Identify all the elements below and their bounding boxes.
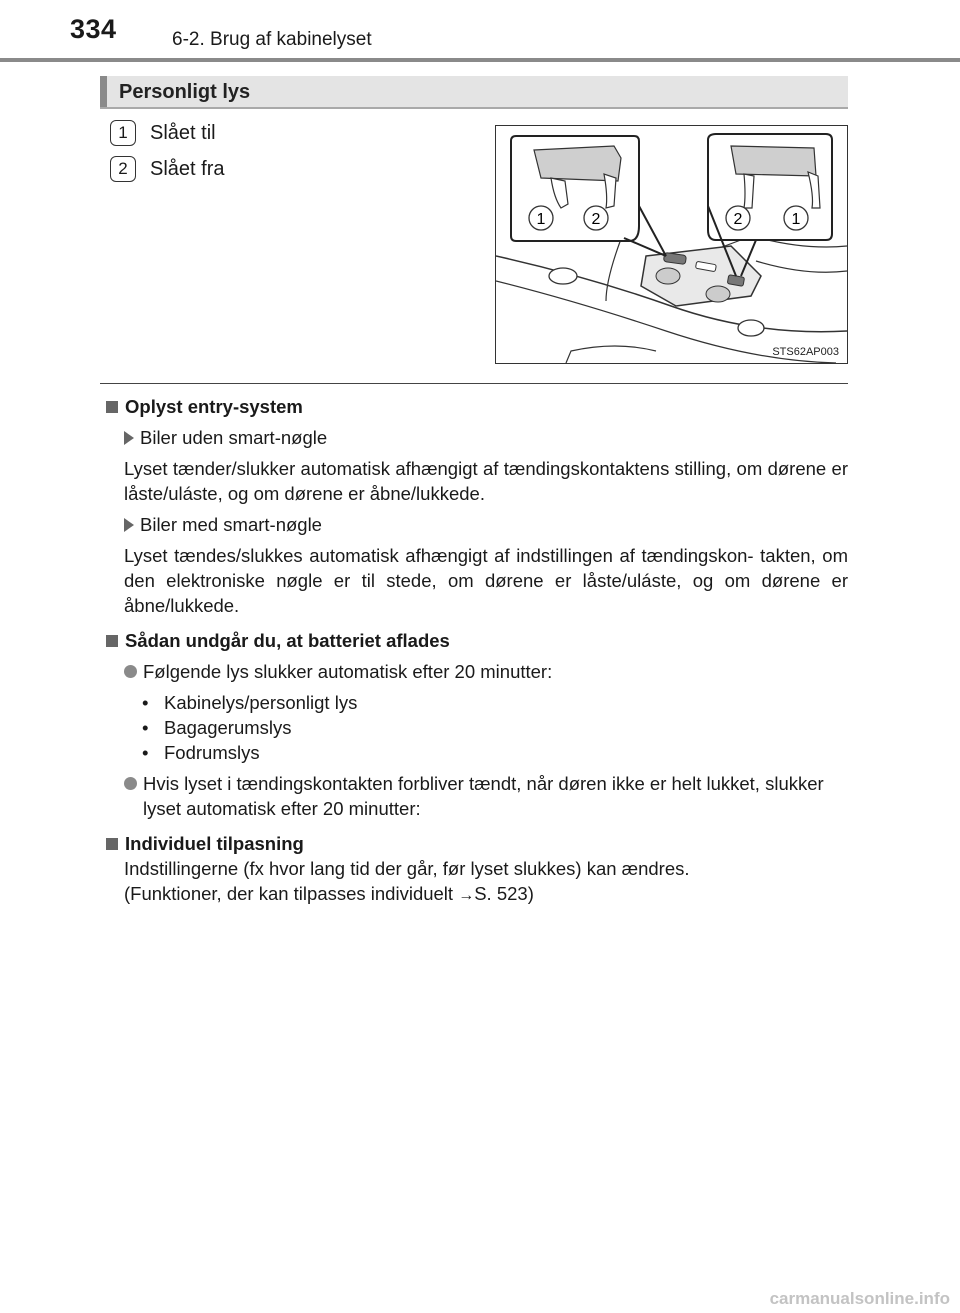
square-bullet-icon: [106, 401, 118, 413]
number-badge: 2: [110, 156, 136, 182]
site-watermark: carmanualsonline.info: [769, 1289, 950, 1308]
battery-point-1: [124, 659, 848, 684]
heading-text: Individuel tilpasning: [125, 833, 304, 854]
customization-heading: [106, 831, 848, 856]
point-text: Hvis lyset i tændingskontakten forbliver tændt, når døren ikke er helt lukket, slukker lyset automatisk efter 20 minutter:: [143, 773, 824, 819]
overhead-console-drawing: [496, 126, 847, 363]
page-number: 334: [70, 14, 117, 44]
triangle-bullet-icon: [124, 518, 134, 532]
customization-reference: [124, 881, 848, 908]
section-title-bar: [100, 76, 848, 109]
number-badge: 1: [110, 120, 136, 146]
chapter-title: 6-2. Brug af kabinelyset: [172, 29, 372, 50]
list-item: • Fodrumslys: [142, 742, 260, 763]
light-list: [142, 690, 848, 765]
list-item: • Kabinelys/personligt lys: [142, 692, 358, 713]
body-content: [106, 394, 848, 908]
with-key-subheading: [124, 512, 848, 537]
battery-heading: [106, 628, 848, 653]
circle-bullet-icon: [124, 665, 137, 678]
page-reference-link[interactable]: S. 523): [474, 883, 534, 904]
square-bullet-icon: [106, 838, 118, 850]
item-off: [110, 156, 224, 182]
without-key-subheading: [124, 425, 848, 450]
callout-number: 1: [536, 211, 546, 228]
subheading-text: Biler uden smart-nøgle: [140, 427, 328, 448]
section-divider: [100, 383, 848, 384]
battery-point-2: [124, 771, 848, 821]
item-on: [110, 120, 216, 146]
entry-system-heading: [106, 394, 848, 419]
square-bullet-icon: [106, 635, 118, 647]
with-key-text: Lyset tændes/slukkes automatisk afhængigt af indstillingen af tændingskon- takten, om den elektroniske nøgle er til stede, om dørene er låste/uláste, og om dørene er åbne/lukkede.: [124, 545, 848, 616]
callout-number: 1: [791, 211, 801, 228]
section-title: Personligt lys: [119, 81, 251, 103]
header-rule: [0, 58, 960, 62]
callout-number: 2: [733, 211, 743, 228]
personal-light-illustration: [495, 125, 848, 364]
subheading-text: Biler med smart-nøgle: [140, 514, 322, 535]
heading-text: Oplyst entry-system: [125, 396, 303, 417]
ref-prefix: (Funktioner, der kan tilpasses individuelt: [124, 883, 459, 904]
item-label: Slået fra: [150, 157, 225, 180]
customization-text: Indstillingerne (fx hvor lang tid der går, før lyset slukkes) kan ændres.: [124, 858, 690, 879]
circle-bullet-icon: [124, 777, 137, 790]
list-item: • Bagagerumslys: [142, 717, 292, 738]
triangle-bullet-icon: [124, 431, 134, 445]
arrow-right-icon: →: [458, 887, 475, 904]
item-label: Slået til: [150, 121, 216, 144]
heading-text: Sådan undgår du, at batteriet aflades: [125, 630, 450, 651]
point-text: Følgende lys slukker automatisk efter 20 minutter:: [143, 661, 553, 682]
without-key-text: Lyset tænder/slukker automatisk afhængigt af tændingskontaktens stilling, om dørene er låste/uláste, og om dørene er åbne/lukkede.: [124, 458, 848, 504]
callout-number: 2: [591, 211, 601, 228]
figure-code: STS62AP003: [772, 346, 839, 358]
section-accent: [100, 76, 107, 107]
